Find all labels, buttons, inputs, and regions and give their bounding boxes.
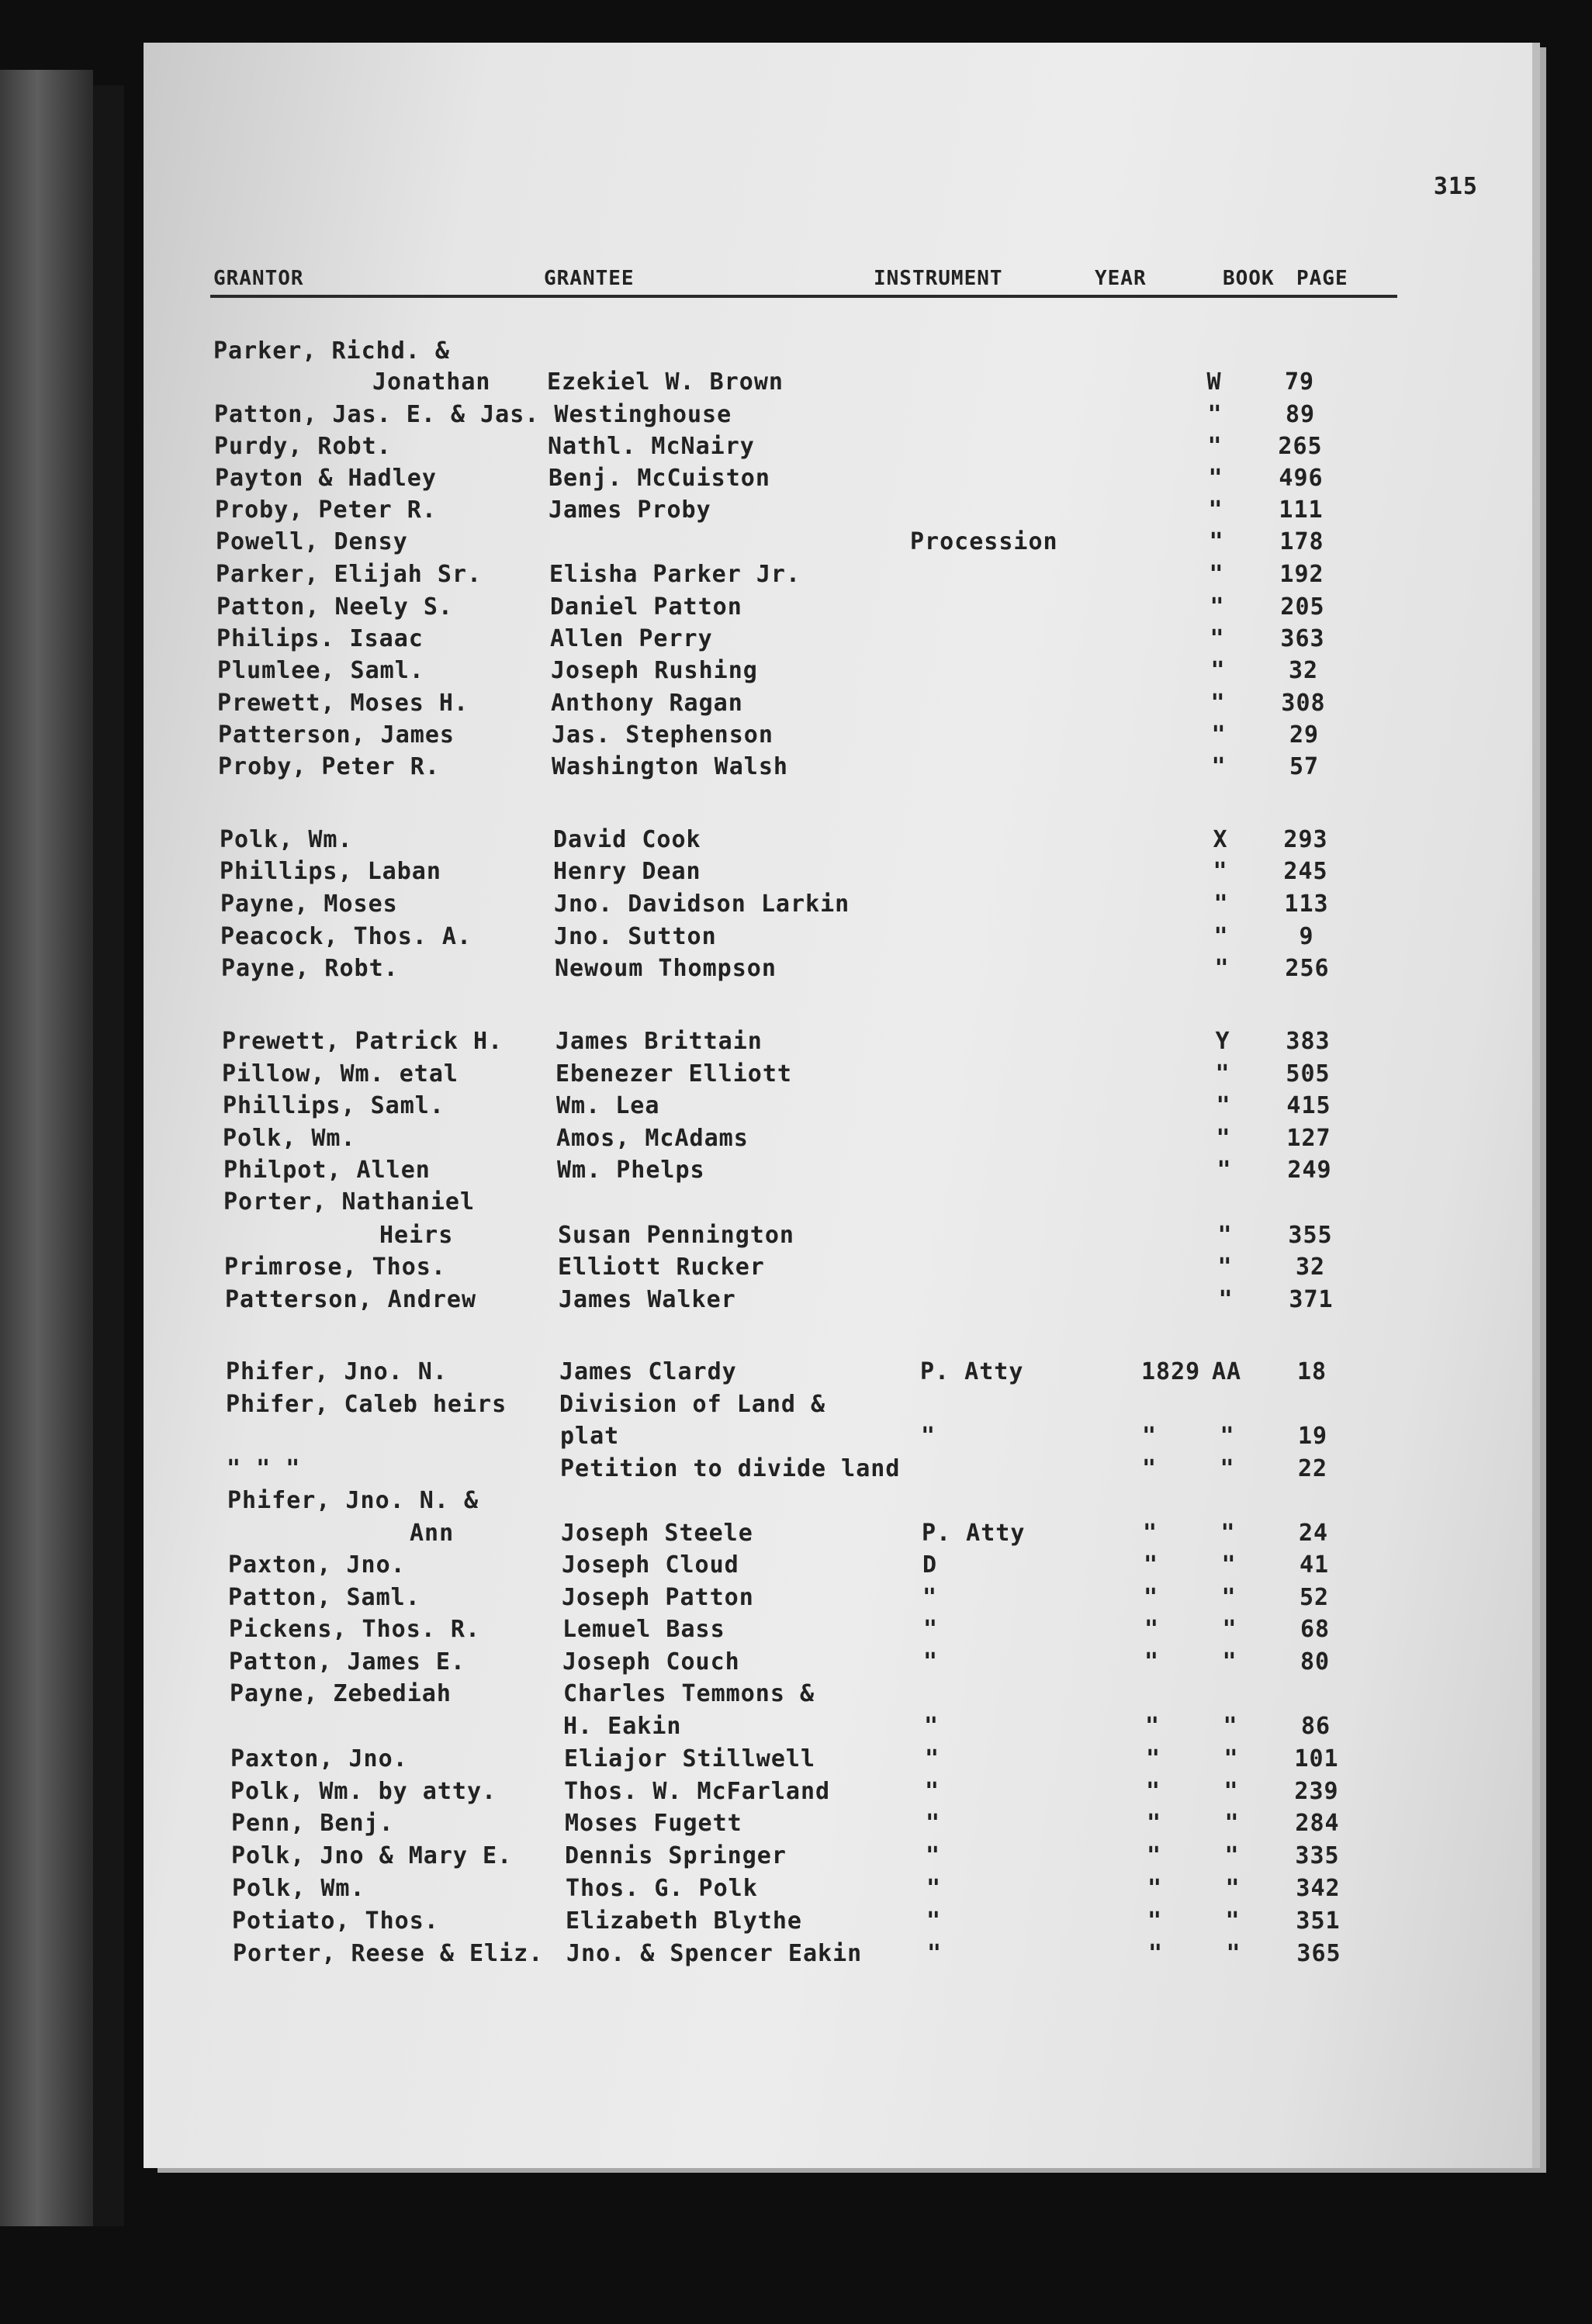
cell-page: 127 (1286, 1125, 1331, 1152)
ledger-row (144, 528, 1532, 559)
cell-page: 89 (1285, 401, 1316, 428)
cell-year: " (1144, 1616, 1160, 1643)
cell-grantor: Prewett, Moses H. (217, 690, 469, 717)
cell-grantee: Amos, McAdams (556, 1125, 749, 1152)
cell-grantor: Polk, Jno & Mary E. (231, 1842, 513, 1869)
cell-year: " (1144, 1648, 1160, 1676)
cell-grantee: Elizabeth Blythe (566, 1907, 802, 1935)
cell-grantor: Parker, Elijah Sr. (216, 561, 483, 588)
cell-grantor: Primrose, Thos. (224, 1254, 446, 1281)
book-spine-shadow (93, 85, 124, 2226)
cell-grantor: Pillow, Wm. etal (222, 1060, 459, 1088)
cell-grantee: Jno. Sutton (554, 923, 717, 950)
cell-page: 86 (1300, 1713, 1331, 1740)
ledger-row (144, 1254, 1532, 1285)
cell-instrument: " (926, 1810, 941, 1837)
ledger-row (144, 561, 1532, 592)
cell-book: Y (1215, 1028, 1230, 1055)
cell-grantee: Joseph Rushing (551, 657, 758, 684)
cell-book: " (1225, 1907, 1241, 1935)
cell-grantee: Division of Land & (559, 1391, 826, 1418)
cell-page: 363 (1280, 625, 1325, 652)
cell-grantor: Penn, Benj. (231, 1810, 394, 1837)
cell-book: " (1224, 1842, 1240, 1869)
ledger-row (144, 1745, 1532, 1776)
cell-grantor: Purdy, Robt. (214, 433, 392, 460)
ledger-row (144, 1286, 1532, 1317)
cell-grantor: Peacock, Thos. A. (220, 923, 472, 950)
ledger-row (144, 401, 1532, 432)
cell-page: 80 (1300, 1648, 1331, 1676)
ledger-row (144, 955, 1532, 986)
cell-grantee: Joseph Cloud (562, 1551, 739, 1579)
header-page: PAGE (1296, 267, 1348, 290)
cell-book: " (1222, 1616, 1237, 1643)
cell-grantor: Porter, Reese & Eliz. (233, 1940, 544, 1967)
cell-year: " (1142, 1455, 1158, 1482)
cell-year: " (1148, 1940, 1164, 1967)
cell-grantee: Jas. Stephenson (552, 721, 774, 749)
cell-book: " (1207, 433, 1223, 460)
cell-grantee: David Cook (553, 826, 701, 853)
adjacent-page-edge (0, 70, 93, 2226)
ledger-row (144, 1125, 1532, 1156)
cell-grantor: Polk, Wm. (220, 826, 353, 853)
ledger-row (144, 337, 1532, 368)
cell-grantee: Nathl. McNairy (548, 433, 755, 460)
cell-instrument: " (923, 1616, 939, 1643)
cell-page: 57 (1289, 753, 1320, 780)
cell-grantee: James Brittain (555, 1028, 763, 1055)
ledger-row (144, 1060, 1532, 1091)
cell-grantee: Anthony Ragan (551, 690, 743, 717)
cell-book: " (1215, 1060, 1230, 1088)
cell-grantee: Thos. W. McFarland (564, 1778, 831, 1805)
cell-instrument: " (925, 1778, 940, 1805)
cell-page: 22 (1297, 1455, 1328, 1482)
ledger-row (144, 1188, 1532, 1219)
cell-year: 1829 (1141, 1358, 1201, 1385)
cell-year: " (1146, 1745, 1161, 1772)
cell-grantee: Daniel Patton (550, 593, 742, 621)
cell-grantor: Philpot, Allen (223, 1157, 431, 1184)
cell-book: " (1217, 1222, 1233, 1249)
cell-grantor: Paxton, Jno. (230, 1745, 408, 1772)
ledger-row (144, 1028, 1532, 1059)
cell-grantee: Joseph Steele (561, 1520, 753, 1547)
cell-book: " (1223, 1713, 1238, 1740)
cell-grantee: Newoum Thompson (555, 955, 777, 982)
cell-year: " (1147, 1842, 1162, 1869)
cell-instrument: " (923, 1648, 939, 1676)
cell-page: 371 (1289, 1286, 1334, 1313)
cell-book: " (1213, 891, 1229, 918)
cell-grantee: Joseph Patton (562, 1584, 754, 1611)
cell-book: W (1206, 368, 1222, 396)
cell-year: " (1147, 1875, 1163, 1902)
cell-grantee: Elisha Parker Jr. (549, 561, 801, 588)
cell-year: " (1144, 1584, 1159, 1611)
cell-book: " (1211, 721, 1227, 749)
cell-book: " (1225, 1875, 1241, 1902)
cell-book: " (1211, 753, 1227, 780)
cell-book: " (1217, 1254, 1233, 1281)
ledger-row (144, 1222, 1532, 1253)
cell-grantor: Payne, Moses (220, 891, 398, 918)
cell-grantor: Phifer, Caleb heirs (226, 1391, 507, 1418)
cell-instrument: P. Atty (922, 1520, 1026, 1547)
cell-instrument: " (926, 1907, 942, 1935)
cell-instrument: " (926, 1842, 941, 1869)
cell-instrument: D (922, 1551, 938, 1579)
cell-grantor: Paxton, Jno. (228, 1551, 406, 1579)
cell-book: " (1220, 1455, 1235, 1482)
ledger-row (144, 1520, 1532, 1551)
ledger-row (144, 1616, 1532, 1647)
cell-page: 178 (1279, 528, 1324, 555)
ledger-row (144, 465, 1532, 496)
cell-grantee: Lemuel Bass (562, 1616, 725, 1643)
cell-page: 335 (1295, 1842, 1340, 1869)
cell-grantee: Elliott Rucker (558, 1254, 765, 1281)
ledger-row (144, 690, 1532, 721)
ledger-row (144, 1713, 1532, 1744)
cell-grantor: Ann (410, 1520, 455, 1547)
cell-instrument: " (925, 1745, 940, 1772)
cell-book: " (1218, 1286, 1234, 1313)
cell-book: " (1223, 1745, 1239, 1772)
cell-grantee: Ebenezer Elliott (555, 1060, 792, 1088)
cell-book: " (1222, 1648, 1237, 1676)
header-instrument: INSTRUMENT (874, 267, 1003, 290)
cell-page: 284 (1295, 1810, 1340, 1837)
cell-page: 415 (1286, 1092, 1331, 1119)
cell-page: 192 (1279, 561, 1324, 588)
header-book: BOOK (1223, 267, 1275, 290)
cell-page: 24 (1298, 1520, 1329, 1547)
cell-book: " (1213, 923, 1229, 950)
ledger-row (144, 1875, 1532, 1906)
cell-year: " (1145, 1713, 1161, 1740)
cell-page: 9 (1299, 923, 1314, 950)
cell-page: 205 (1280, 593, 1325, 621)
cell-page: 293 (1283, 826, 1328, 853)
cell-instrument: P. Atty (920, 1358, 1024, 1385)
cell-grantee: Washington Walsh (552, 753, 788, 780)
cell-book: " (1221, 1551, 1237, 1579)
cell-grantor: Powell, Densy (216, 528, 408, 555)
cell-book: " (1213, 858, 1228, 885)
ledger-row (144, 1584, 1532, 1615)
cell-page: 32 (1288, 657, 1319, 684)
cell-grantor: " " " (227, 1455, 301, 1482)
cell-grantor: Proby, Peter R. (218, 753, 440, 780)
cell-year: " (1147, 1810, 1162, 1837)
ledger-row (144, 1455, 1532, 1486)
ledger-row (144, 1680, 1532, 1711)
cell-page: 342 (1296, 1875, 1341, 1902)
cell-grantor: Pickens, Thos. R. (229, 1616, 481, 1643)
cell-grantor: Phillips, Saml. (223, 1092, 445, 1119)
cell-grantor: Parker, Richd. & (213, 337, 450, 365)
cell-page: 256 (1285, 955, 1330, 982)
ledger-row (144, 1157, 1532, 1188)
cell-page: 355 (1288, 1222, 1333, 1249)
cell-page: 19 (1297, 1423, 1328, 1450)
cell-book: " (1209, 528, 1224, 555)
cell-page: 265 (1278, 433, 1323, 460)
cell-book: " (1216, 1157, 1232, 1184)
cell-page: 496 (1279, 465, 1324, 492)
cell-book: " (1220, 1423, 1235, 1450)
column-header-row (210, 256, 1397, 298)
cell-page: 308 (1281, 690, 1326, 717)
cell-year: " (1143, 1520, 1158, 1547)
ledger-row (144, 1778, 1532, 1809)
cell-page: 18 (1296, 1358, 1327, 1385)
cell-grantee: Jno. & Spencer Eakin (566, 1940, 863, 1967)
cell-book: X (1213, 826, 1228, 853)
cell-page: 52 (1299, 1584, 1330, 1611)
ledger-row (144, 1842, 1532, 1873)
ledger-row (144, 1092, 1532, 1123)
cell-grantor: Patterson, Andrew (225, 1286, 477, 1313)
cell-grantee: James Walker (559, 1286, 736, 1313)
cell-grantee: Petition to divide land (560, 1455, 901, 1482)
cell-page: 79 (1284, 368, 1315, 396)
cell-grantor: Potiato, Thos. (232, 1907, 439, 1935)
ledger-row (144, 433, 1532, 464)
cell-grantor: Patton, James E. (229, 1648, 465, 1676)
cell-book: " (1210, 593, 1225, 621)
cell-grantee: Eliajor Stillwell (564, 1745, 816, 1772)
cell-instrument: " (921, 1423, 936, 1450)
cell-grantee: H. Eakin (563, 1713, 682, 1740)
cell-grantor: Porter, Nathaniel (223, 1188, 476, 1216)
cell-book: " (1208, 496, 1223, 524)
cell-grantor: Payton & Hadley (215, 465, 437, 492)
cell-page: 101 (1294, 1745, 1339, 1772)
cell-grantor: Prewett, Patrick H. (222, 1028, 504, 1055)
ledger-row (144, 891, 1532, 922)
cell-book: " (1224, 1810, 1240, 1837)
cell-year: " (1144, 1551, 1159, 1579)
cell-grantor: Patton, Saml. (228, 1584, 420, 1611)
cell-grantor: Patterson, James (218, 721, 455, 749)
cell-grantee: Henry Dean (553, 858, 701, 885)
cell-grantee: plat (560, 1423, 620, 1450)
cell-book: " (1214, 955, 1230, 982)
cell-year: " (1147, 1907, 1163, 1935)
cell-page: 239 (1294, 1778, 1339, 1805)
cell-book: " (1221, 1584, 1237, 1611)
ledger-row (144, 657, 1532, 688)
cell-book: " (1209, 561, 1224, 588)
cell-year: " (1142, 1423, 1158, 1450)
cell-grantor: Philips. Isaac (216, 625, 424, 652)
header-grantee: GRANTEE (544, 267, 635, 290)
cell-page: 249 (1287, 1157, 1332, 1184)
cell-grantee: Susan Pennington (558, 1222, 794, 1249)
cell-grantor: Plumlee, Saml. (217, 657, 424, 684)
cell-grantee: Moses Fugett (565, 1810, 742, 1837)
cell-page: 29 (1289, 721, 1320, 749)
cell-page: 505 (1286, 1060, 1331, 1088)
ledger-row (144, 1391, 1532, 1422)
ledger-page (144, 43, 1532, 2168)
cell-grantee: Benj. McCuiston (549, 465, 770, 492)
cell-grantor: Patton, Jas. E. & Jas. Westinghouse (214, 401, 732, 428)
cell-page: 111 (1279, 496, 1324, 524)
ledger-row (144, 826, 1532, 857)
cell-grantor: Payne, Robt. (221, 955, 399, 982)
cell-year: " (1146, 1778, 1161, 1805)
header-year: YEAR (1095, 267, 1147, 290)
cell-book: " (1226, 1940, 1241, 1967)
ledger-row (144, 1551, 1532, 1582)
page-number: 315 (1433, 173, 1478, 200)
cell-grantee: Wm. Phelps (557, 1157, 705, 1184)
cell-book: " (1210, 690, 1226, 717)
cell-page: 32 (1295, 1254, 1326, 1281)
ledger-row (144, 368, 1532, 399)
ledger-row (144, 496, 1532, 527)
cell-book: " (1210, 657, 1226, 684)
cell-grantee: Joseph Couch (562, 1648, 740, 1676)
ledger-row (144, 1648, 1532, 1679)
cell-grantor: Payne, Zebediah (230, 1680, 452, 1707)
cell-book: " (1220, 1520, 1236, 1547)
cell-book: AA (1211, 1358, 1242, 1385)
cell-grantor: Polk, Wm. (232, 1875, 365, 1902)
cell-grantor: Phifer, Jno. N. & (227, 1487, 479, 1514)
cell-grantor: Proby, Peter R. (215, 496, 437, 524)
cell-grantor: Heirs (379, 1222, 454, 1249)
ledger-row (144, 1810, 1532, 1841)
ledger-row (144, 721, 1532, 752)
ledger-row (144, 1940, 1532, 1971)
ledger-row (144, 1487, 1532, 1518)
ledger-row (144, 625, 1532, 656)
cell-book: " (1216, 1092, 1231, 1119)
cell-book: " (1208, 465, 1223, 492)
cell-grantor: Polk, Wm. by atty. (230, 1778, 497, 1805)
cell-grantee: James Clardy (559, 1358, 737, 1385)
cell-grantee: Charles Temmons & (563, 1680, 815, 1707)
ledger-row (144, 858, 1532, 889)
cell-page: 41 (1299, 1551, 1330, 1579)
cell-page: 68 (1300, 1616, 1331, 1643)
cell-grantee: Wm. Lea (556, 1092, 660, 1119)
cell-grantee: Ezekiel W. Brown (547, 368, 784, 396)
cell-instrument: " (924, 1713, 940, 1740)
cell-page: 365 (1296, 1940, 1341, 1967)
cell-page: 383 (1286, 1028, 1331, 1055)
cell-book: " (1210, 625, 1225, 652)
cell-page: 113 (1284, 891, 1329, 918)
ledger-row (144, 1423, 1532, 1454)
cell-grantee: Dennis Springer (565, 1842, 787, 1869)
cell-instrument: " (922, 1584, 938, 1611)
ledger-row (144, 753, 1532, 784)
ledger-row (144, 1907, 1532, 1938)
cell-grantor: Phifer, Jno. N. (226, 1358, 448, 1385)
cell-instrument: " (926, 1875, 942, 1902)
cell-book: " (1223, 1778, 1239, 1805)
ledger-row (144, 1358, 1532, 1389)
cell-page: 351 (1296, 1907, 1341, 1935)
cell-page: 245 (1283, 858, 1328, 885)
cell-grantor: Jonathan (372, 368, 491, 396)
cell-grantor: Polk, Wm. (223, 1125, 356, 1152)
ledger-row (144, 593, 1532, 624)
cell-grantor: Patton, Neely S. (216, 593, 453, 621)
cell-book: " (1207, 401, 1223, 428)
cell-grantee: Thos. G. Polk (566, 1875, 758, 1902)
ledger-row (144, 923, 1532, 954)
cell-grantee: Allen Perry (550, 625, 713, 652)
cell-grantee: James Proby (549, 496, 711, 524)
cell-instrument: Procession (910, 528, 1058, 555)
cell-book: " (1216, 1125, 1231, 1152)
header-grantor: GRANTOR (213, 267, 304, 290)
cell-grantor: Phillips, Laban (220, 858, 441, 885)
cell-instrument: " (927, 1940, 943, 1967)
cell-grantee: Jno. Davidson Larkin (554, 891, 850, 918)
